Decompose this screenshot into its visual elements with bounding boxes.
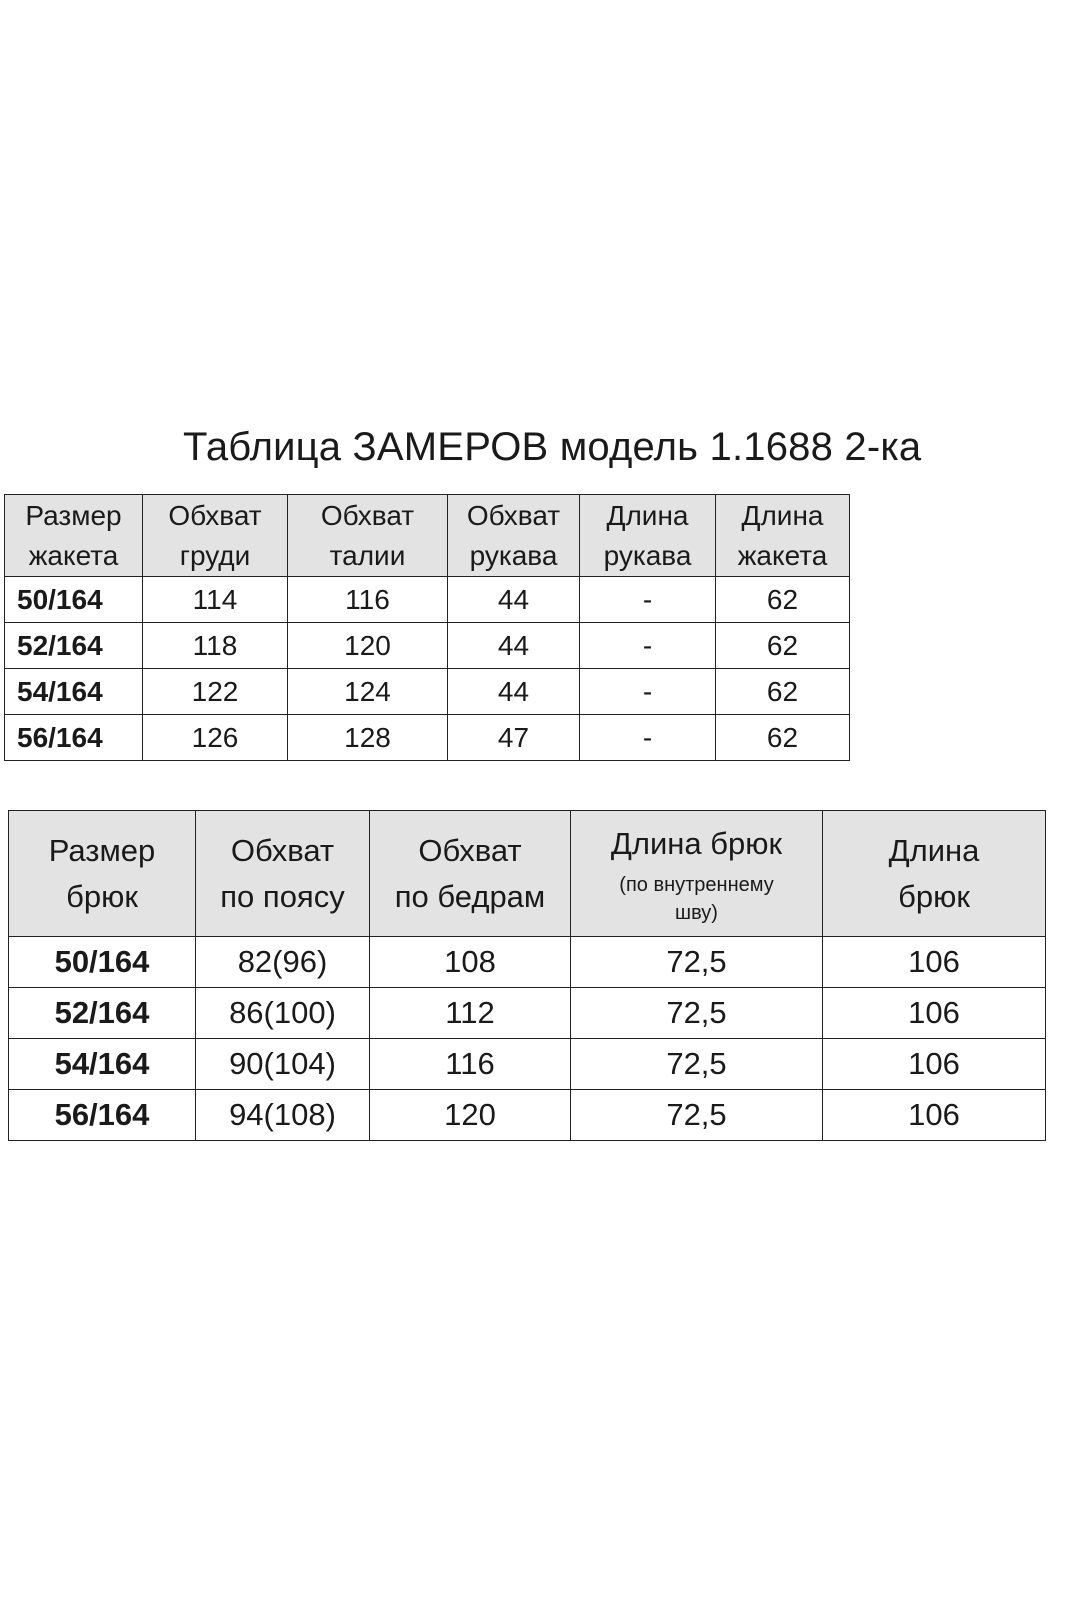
page-title: Таблица ЗАМЕРОВ модель 1.1688 2-ка — [183, 425, 922, 469]
header-inseam-length: Длина брюк (по внутреннему шву) — [571, 811, 823, 937]
table-row — [5, 577, 850, 623]
value-cell: 114 — [143, 577, 288, 623]
header-waist-girth: Обхват талии — [288, 495, 448, 577]
table-row — [5, 623, 850, 669]
value-cell: 62 — [716, 669, 850, 715]
value-cell: - — [580, 623, 716, 669]
header-waist-girth: Обхват по поясу — [196, 811, 370, 937]
value-cell: 126 — [143, 715, 288, 761]
value-cell: 72,5 — [571, 937, 823, 988]
value-cell: 120 — [288, 623, 448, 669]
table-row — [9, 988, 1046, 1039]
table-header-row — [9, 811, 1046, 937]
value-cell: 62 — [716, 623, 850, 669]
value-cell: - — [580, 715, 716, 761]
value-cell: 44 — [448, 669, 580, 715]
value-cell: 62 — [716, 577, 850, 623]
value-cell: 116 — [370, 1039, 571, 1090]
size-cell: 50/164 — [9, 937, 196, 988]
value-cell: 44 — [448, 623, 580, 669]
value-cell: 112 — [370, 988, 571, 1039]
size-cell: 52/164 — [9, 988, 196, 1039]
size-cell: 52/164 — [5, 623, 143, 669]
table-row — [5, 669, 850, 715]
value-cell: 124 — [288, 669, 448, 715]
size-cell: 54/164 — [9, 1039, 196, 1090]
header-jacket-size: Размер жакета — [5, 495, 143, 577]
value-cell: 47 — [448, 715, 580, 761]
value-cell: 106 — [823, 988, 1046, 1039]
value-cell: - — [580, 669, 716, 715]
value-cell: 86(100) — [196, 988, 370, 1039]
value-cell: 116 — [288, 577, 448, 623]
size-cell: 50/164 — [5, 577, 143, 623]
value-cell: 44 — [448, 577, 580, 623]
value-cell: 106 — [823, 1039, 1046, 1090]
value-cell: 94(108) — [196, 1090, 370, 1141]
table-row — [9, 1039, 1046, 1090]
header-hip-girth: Обхват по бедрам — [370, 811, 571, 937]
value-cell: 106 — [823, 1090, 1046, 1141]
value-cell: 90(104) — [196, 1039, 370, 1090]
header-trousers-length: Длина брюк — [823, 811, 1046, 937]
value-cell: - — [580, 577, 716, 623]
header-sleeve-length: Длина рукава — [580, 495, 716, 577]
value-cell: 108 — [370, 937, 571, 988]
trousers-size-table — [8, 810, 1046, 1141]
value-cell: 106 — [823, 937, 1046, 988]
table-header-row — [5, 495, 850, 577]
header-jacket-length: Длина жакета — [716, 495, 850, 577]
table-row — [5, 715, 850, 761]
value-cell: 82(96) — [196, 937, 370, 988]
value-cell: 72,5 — [571, 1039, 823, 1090]
header-trousers-size: Размер брюк — [9, 811, 196, 937]
value-cell: 72,5 — [571, 1090, 823, 1141]
table-row — [9, 1090, 1046, 1141]
value-cell: 118 — [143, 623, 288, 669]
header-sleeve-girth: Обхват рукава — [448, 495, 580, 577]
inseam-note: (по внутреннему шву) — [619, 873, 774, 924]
value-cell: 62 — [716, 715, 850, 761]
header-chest-girth: Обхват груди — [143, 495, 288, 577]
value-cell: 128 — [288, 715, 448, 761]
value-cell: 72,5 — [571, 988, 823, 1039]
table-row — [9, 937, 1046, 988]
value-cell: 122 — [143, 669, 288, 715]
jacket-size-table — [4, 494, 850, 761]
value-cell: 120 — [370, 1090, 571, 1141]
size-cell: 56/164 — [5, 715, 143, 761]
size-cell: 56/164 — [9, 1090, 196, 1141]
size-cell: 54/164 — [5, 669, 143, 715]
